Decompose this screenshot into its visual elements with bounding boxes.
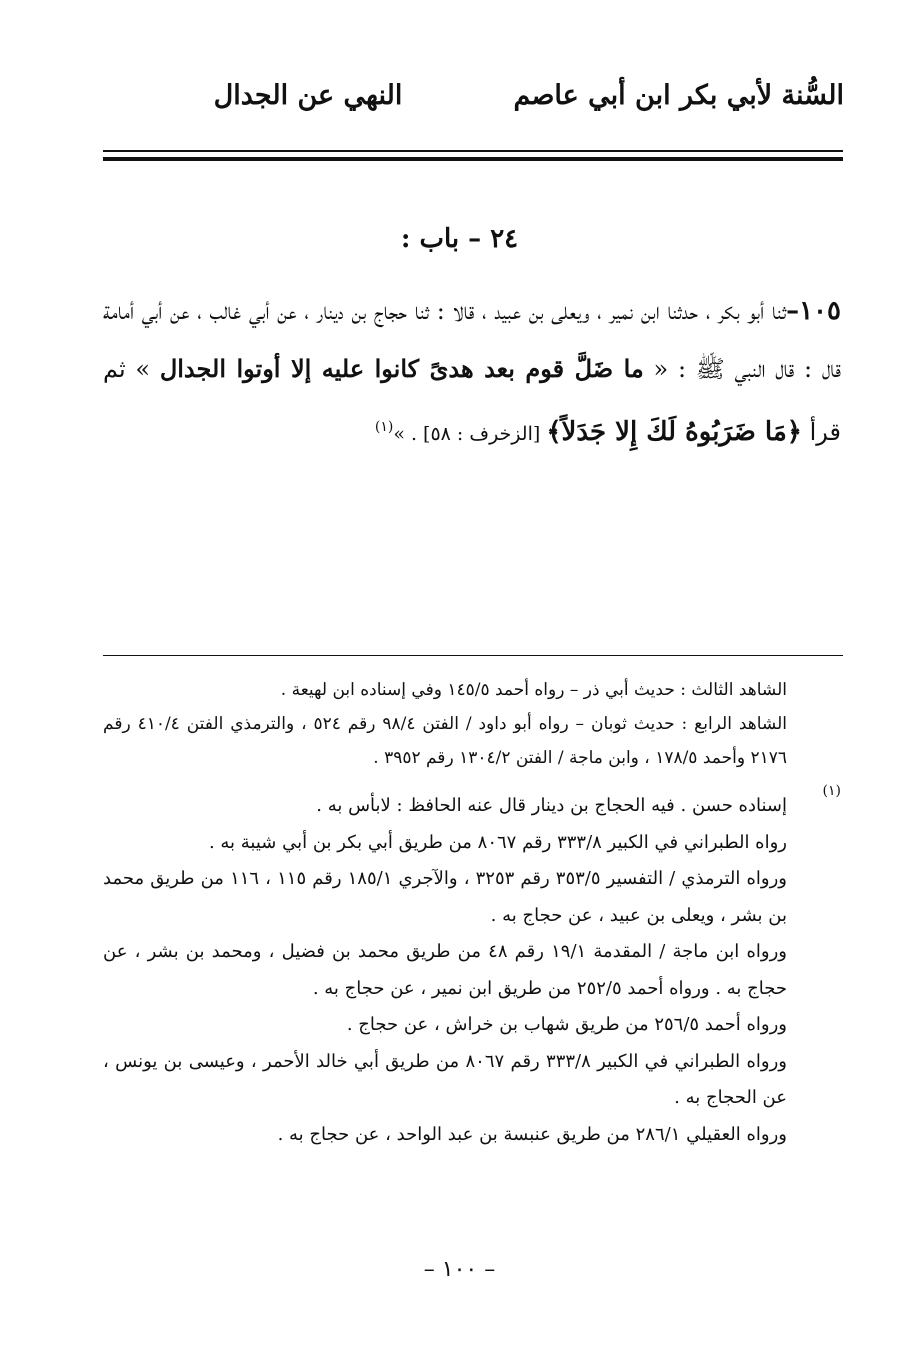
footnote-shahid-3: الشاهد الثالث : حديث أبي ذر – رواه أحمد ١٤٥/٥ وفي إسناده ابن لهيعة . xyxy=(280,680,787,700)
footnote-line: ورواه ابن ماجة / المقدمة ١٩/١ رقم ٤٨ من طريق محمد بن فضيل ، ومحمد بن بشر ، عن حجاج به . ورواه أحمد ٢٥٢/٥ من طريق ابن نمير ، عن حجاج به . xyxy=(103,941,787,999)
footnote-line: إسناده حسن . فيه الحجاج بن دينار قال عنه الحافظ : لابأس به . xyxy=(316,795,787,816)
hadith-text xyxy=(103,282,841,463)
footnote-rule xyxy=(103,655,843,656)
footnote-line: ورواه الترمذي / التفسير ٣٥٣/٥ رقم ٣٢٥٣ ، والآجري ١٨٥/١ رقم ١١٥ ، ١١٦ من طريق محمد بن بشر ، ويعلى بن عبيد ، عن حجاج به . xyxy=(103,868,787,926)
footnote-line: ورواه الطبراني في الكبير ٣٣٣/٨ رقم ٨٠٦٧ من طريق أبي خالد الأحمر ، وعيسى بن يونس ، عن الحجاج به . xyxy=(103,1050,787,1108)
book-title: السُّنة لأبي بكر ابن أبي عاصم xyxy=(513,80,844,111)
hadith-number: ١٠٥– xyxy=(786,296,841,326)
chapter-title: النهي عن الجدال xyxy=(213,80,403,111)
footnote-body xyxy=(103,788,787,1153)
footnote-line: رواه الطبراني في الكبير ٣٣٣/٨ رقم ٨٠٦٧ من طريق أبي بكر بن أبي شيبة به . xyxy=(208,831,787,853)
header-rule-thick xyxy=(103,157,843,161)
footnote-marker: (١) xyxy=(822,783,841,799)
hadith-matn: ما ضَلَّ قوم بعد هدىً كانوا عليه إلا أوتوا الجدال xyxy=(159,354,644,383)
footnote-line: ورواه أحمد ٢٥٦/٥ من طريق شهاب بن خراش ، عن حجاج . xyxy=(346,1014,787,1035)
header-rule-thin xyxy=(103,150,843,152)
verse-reference: [الزخرف : ٥٨] . » xyxy=(393,423,547,445)
hadith-isnad: ثنا أبو بكر ، حدثنا ابن نمير ، ويعلى بن عبيد ، قالا : ثنا حجاج بن دينار ، عن أبي غالب ، عن أبي أمامة قال : قال النبي ﷺ : « xyxy=(103,297,842,383)
bab-heading: ٢٤ – باب : xyxy=(400,224,519,254)
hadith-connector: » ثم قرأ xyxy=(103,355,841,446)
footnote-reference: (١) xyxy=(374,419,394,435)
footnote-shawahid xyxy=(103,673,787,775)
quran-verse: ﴿مَا ضَرَبُوهُ لَكَ إِلا جَدَلاً﴾ xyxy=(546,417,802,447)
footnote-line: ورواه العقيلي ٢٨٦/١ من طريق عنبسة بن عبد الواحد ، عن حجاج به . xyxy=(277,1123,787,1145)
footnote-shahid-4: الشاهد الرابع : حديث ثوبان – رواه أبو داود / الفتن ٩٨/٤ رقم ٥٢٤ ، والترمذي الفتن ٤١٠/٤ رقم ٢١٧٦ وأحمد ١٧٨/٥ ، وابن ماجة / الفتن ١٣٠٤/٢ رقم ٣٩٥٢ . xyxy=(103,714,787,768)
page-number: – ١٠٠ – xyxy=(423,1257,496,1282)
